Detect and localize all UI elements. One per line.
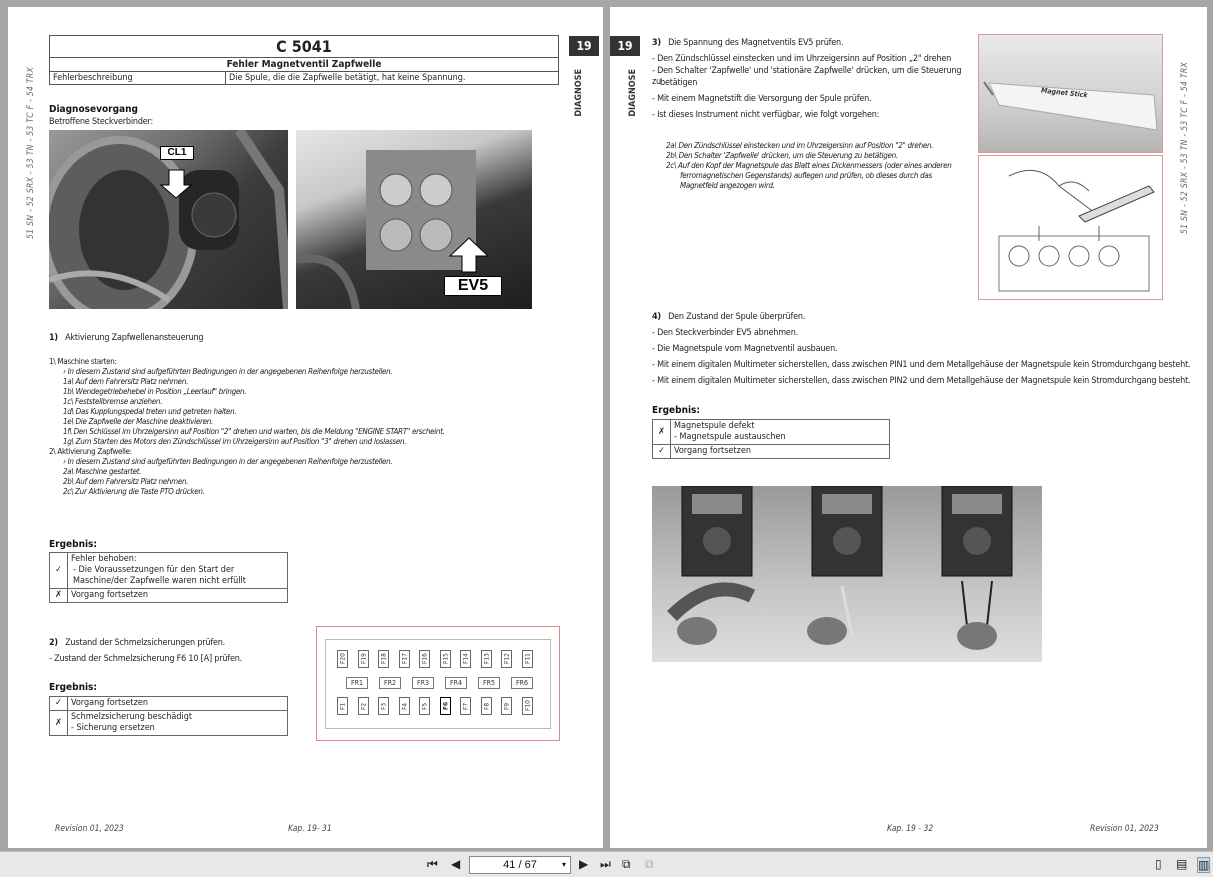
fuse-f14: F14 bbox=[460, 650, 471, 668]
fault-header-table bbox=[49, 35, 559, 85]
footer-page: Kap. 19 - 32 bbox=[887, 824, 934, 834]
s1-line: 1d\ Das Kupplungspedal treten und getreten halten. bbox=[63, 407, 237, 416]
s4-line: - Mit einem digitalen Multimeter sicherstellen, dass zwischen PIN1 und dem Metallgehäuse der Magnetspule kein Stromdurchgang besteht. bbox=[652, 360, 1191, 370]
photo-connector-cl1 bbox=[49, 130, 288, 309]
multimeter-1-illustration bbox=[652, 486, 782, 662]
step4-number: 4) bbox=[652, 312, 661, 322]
footer-revision: Revision 01, 2023 bbox=[55, 824, 124, 834]
step2-number: 2) bbox=[49, 638, 58, 648]
section-label: DIAGNOSE bbox=[628, 69, 638, 117]
step3-number: 3) bbox=[652, 38, 661, 48]
cross-icon: ✗ bbox=[50, 589, 68, 603]
fuse-f4: F4 bbox=[399, 697, 410, 715]
chapter-tab: 19 bbox=[610, 36, 640, 56]
result-table-4 bbox=[652, 419, 890, 459]
step4-title: Den Zustand der Spule überprüfen. bbox=[668, 312, 806, 322]
chapter-tab: 19 bbox=[569, 36, 599, 56]
feeler-gauge-sketch bbox=[979, 156, 1164, 301]
label-ev5: EV5 bbox=[444, 276, 502, 296]
go-back-icon[interactable]: ⧉ bbox=[622, 857, 631, 871]
s1-line: 1e\ Die Zapfwelle der Maschine deaktivieren. bbox=[63, 417, 213, 426]
diagram-feeler-gauge bbox=[978, 155, 1163, 300]
r2-no-title: Schmelzsicherung beschädigt bbox=[71, 712, 193, 722]
s1-line: 1\ Maschine starten: bbox=[49, 357, 117, 366]
r4-no-title: Magnetspule defekt bbox=[674, 421, 755, 431]
photo-connector-ev5 bbox=[296, 130, 532, 309]
fuse-f9: F9 bbox=[501, 697, 512, 715]
result-label-4: Ergebnis: bbox=[652, 405, 701, 416]
first-page-icon[interactable]: ⏮ bbox=[427, 857, 438, 871]
fuse-f19: F19 bbox=[358, 650, 369, 668]
page-number-select[interactable] bbox=[469, 856, 571, 874]
step3-sub-list bbox=[666, 141, 976, 191]
step2-line: - Zustand der Schmelzsicherung F6 10 [A] prüfen. bbox=[49, 654, 243, 664]
s1-line: 2a\ Maschine gestartet. bbox=[63, 467, 142, 476]
dropdown-caret-icon: ▾ bbox=[561, 860, 566, 869]
two-page-view-icon[interactable]: ▥ bbox=[1198, 858, 1210, 872]
fuse-f20: F20 bbox=[337, 650, 348, 668]
s3-sub: ferromagnetischen Gegenstands) auflegen und prüfen, ob dieses durch das bbox=[680, 171, 932, 180]
viewer-toolbar bbox=[0, 851, 1213, 877]
result-label-1: Ergebnis: bbox=[49, 539, 98, 550]
s1-line: 2b\ Auf dem Fahrersitz Platz nehmen. bbox=[63, 477, 189, 486]
s3-line: - Ist dieses Instrument nicht verfügbar, wie folgt vorgehen: bbox=[652, 110, 880, 120]
s3-line: - Mit einem Magnetstift die Versorgung der Spule prüfen. bbox=[652, 94, 872, 104]
s1-line: › In diesem Zustand sind aufgeführten Bedingungen in der angegebenen Reihenfolge herzustellen. bbox=[63, 457, 393, 466]
fuse-f1: F1 bbox=[337, 697, 348, 715]
go-forward-icon[interactable]: ⧉ bbox=[645, 857, 654, 871]
photo-multimeter-2 bbox=[782, 486, 912, 662]
fuse-f10: F10 bbox=[522, 697, 533, 715]
result-table-1 bbox=[49, 552, 288, 603]
fuse-f3: F3 bbox=[378, 697, 389, 715]
r2-ok: Vorgang fortsetzen bbox=[68, 697, 288, 711]
step3-list bbox=[652, 54, 972, 122]
fault-code: C 5041 bbox=[50, 36, 559, 58]
page-right bbox=[610, 7, 1207, 848]
s3-line: - Den Schalter 'Zapfwelle' und 'stationäre Zapfwelle' drücken, um die Steuerung zu bbox=[652, 66, 962, 87]
section-label: DIAGNOSE bbox=[574, 69, 584, 117]
s1-line: 1g\ Zum Starten des Motors den Zündschlüssel im Uhrzeigersinn auf Position "3" drehen und loslassen. bbox=[63, 437, 407, 446]
footer-revision: Revision 01, 2023 bbox=[1090, 824, 1159, 834]
s3-sub: 2c\ Auf den Kopf der Magnetspule das Blatt eines Dickenmessers (oder eines anderen bbox=[666, 161, 952, 170]
check-icon: ✓ bbox=[50, 553, 68, 589]
r2-no-detail: - Sicherung ersetzen bbox=[71, 723, 155, 733]
s1-line: › In diesem Zustand sind aufgeführten Bedingungen in der angegebenen Reihenfolge herzustellen. bbox=[63, 367, 393, 376]
relay-fr5: FR5 bbox=[478, 677, 500, 689]
result-table-2 bbox=[49, 696, 288, 736]
relay-fr4: FR4 bbox=[445, 677, 467, 689]
cross-icon: ✗ bbox=[50, 711, 68, 736]
r1-no: Vorgang fortsetzen bbox=[68, 589, 288, 603]
r4-ok: Vorgang fortsetzen bbox=[671, 445, 890, 459]
diag-heading: Diagnosevorgang bbox=[49, 104, 138, 115]
fuse-f6: F6 bbox=[440, 697, 451, 715]
r1-ok-detail: - Die Voraussetzungen für den Start der Maschine/der Zapfwelle waren nicht erfüllt bbox=[73, 565, 246, 586]
step4-heading bbox=[652, 312, 805, 323]
fuse-f18: F18 bbox=[378, 650, 389, 668]
step4-list bbox=[652, 328, 1192, 392]
step2-title: Zustand der Schmelzsicherungen prüfen. bbox=[65, 638, 226, 648]
photo-magnet-pen bbox=[978, 34, 1163, 153]
s3-sub: 2b\ Den Schalter 'Zapfwelle' drücken, um die Steuerung zu betätigen. bbox=[666, 151, 898, 160]
cross-icon: ✗ bbox=[653, 420, 671, 445]
fuse-f2: F2 bbox=[358, 697, 369, 715]
fuse-f7: F7 bbox=[460, 697, 471, 715]
fault-title: Fehler Magnetventil Zapfwelle bbox=[50, 58, 559, 72]
fuse-f11: F11 bbox=[522, 650, 533, 668]
relay-fr6: FR6 bbox=[511, 677, 533, 689]
footer-page: Kap. 19- 31 bbox=[288, 824, 332, 834]
step3-title: Die Spannung des Magnetventils EV5 prüfen. bbox=[668, 38, 844, 48]
s3-sub: 2a\ Den Zündschlüssel einstecken und im Uhrzeigersinn auf Position "2" drehen. bbox=[666, 141, 934, 150]
multimeter-2-illustration bbox=[782, 486, 912, 662]
pen-label: Magnet Stick bbox=[1040, 86, 1088, 100]
desc-label: Fehlerbeschreibung bbox=[50, 72, 226, 85]
s4-line: - Den Steckverbinder EV5 abnehmen. bbox=[652, 328, 799, 338]
step1-title: Aktivierung Zapfwellenansteuerung bbox=[65, 333, 204, 343]
label-cl1: CL1 bbox=[160, 146, 194, 160]
step3-heading bbox=[652, 38, 843, 49]
step2-heading bbox=[49, 638, 225, 649]
step1-number: 1) bbox=[49, 333, 58, 343]
continuous-view-icon[interactable]: ▤ bbox=[1176, 857, 1188, 871]
s1-line: 2c\ Zur Aktivierung die Taste PTO drücken. bbox=[63, 487, 205, 496]
s4-line: - Die Magnetspule vom Magnetventil ausbauen. bbox=[652, 344, 838, 354]
sidebar-model-list: 51 SN - 52 SRX - 53 TN - 53 TC F - 54 TRX bbox=[1180, 62, 1190, 234]
fuse-f17: F17 bbox=[399, 650, 410, 668]
step1-list bbox=[49, 357, 569, 497]
last-page-icon[interactable]: ⏭ bbox=[600, 857, 611, 871]
step1-heading bbox=[49, 333, 203, 344]
result-label-2: Ergebnis: bbox=[49, 682, 98, 693]
sidebar-model-list: 51 SN - 52 SRX - 53 TN - 53 TC F - 54 TRX bbox=[26, 67, 36, 239]
fuse-f8: F8 bbox=[481, 697, 492, 715]
s1-line: 1c\ Feststellbremse anziehen. bbox=[63, 397, 163, 406]
relay-fr3: FR3 bbox=[412, 677, 434, 689]
page-indicator: 41 / 67 bbox=[503, 859, 537, 871]
fuse-f5: F5 bbox=[419, 697, 430, 715]
multimeter-3-illustration bbox=[912, 486, 1042, 662]
desc-value: Die Spule, die die Zapfwelle betätigt, hat keine Spannung. bbox=[226, 72, 559, 85]
photo-multimeter-1 bbox=[652, 486, 782, 662]
fuse-box-diagram bbox=[316, 626, 560, 741]
s1-line: 1b\ Wendegetriebehebel in Position „Leerlauf" bringen. bbox=[63, 387, 247, 396]
fuse-f13: F13 bbox=[481, 650, 492, 668]
s3-line: - Den Zündschlüssel einstecken und im Uhrzeigersinn auf Position „2" drehen bbox=[652, 54, 952, 64]
check-icon: ✓ bbox=[50, 697, 68, 711]
s3-line: betätigen bbox=[660, 78, 698, 88]
relay-fr2: FR2 bbox=[379, 677, 401, 689]
r4-no-detail: - Magnetspule austauschen bbox=[674, 432, 786, 442]
next-page-icon[interactable]: ▶ bbox=[579, 857, 589, 871]
previous-page-icon[interactable]: ◀ bbox=[451, 857, 461, 871]
s3-sub: Magnetfeld angezogen wird. bbox=[680, 181, 775, 190]
affected-connectors: Betroffene Steckverbinder: bbox=[49, 117, 154, 127]
single-page-view-icon[interactable]: ▯ bbox=[1155, 857, 1162, 871]
check-icon: ✓ bbox=[653, 445, 671, 459]
s4-line: - Mit einem digitalen Multimeter sicherstellen, dass zwischen PIN2 und dem Metallgehäuse der Magnetspule kein Stromdurchgang besteht. bbox=[652, 376, 1191, 386]
s1-line: 1f\ Den Schlüssel im Uhrzeigersinn auf Position "2" drehen und warten, bis die Meldung "ENGINE START" erscheint. bbox=[63, 427, 445, 436]
relay-fr1: FR1 bbox=[346, 677, 368, 689]
r1-ok-title: Fehler behoben: bbox=[71, 554, 137, 564]
page-left bbox=[8, 7, 603, 848]
fuse-f15: F15 bbox=[440, 650, 451, 668]
fuse-f16: F16 bbox=[419, 650, 430, 668]
fuse-f12: F12 bbox=[501, 650, 512, 668]
photo-multimeter-3 bbox=[912, 486, 1042, 662]
s1-line: 2\ Aktivierung Zapfwelle: bbox=[49, 447, 132, 456]
s1-line: 1a\ Auf dem Fahrersitz Platz nehmen. bbox=[63, 377, 189, 386]
